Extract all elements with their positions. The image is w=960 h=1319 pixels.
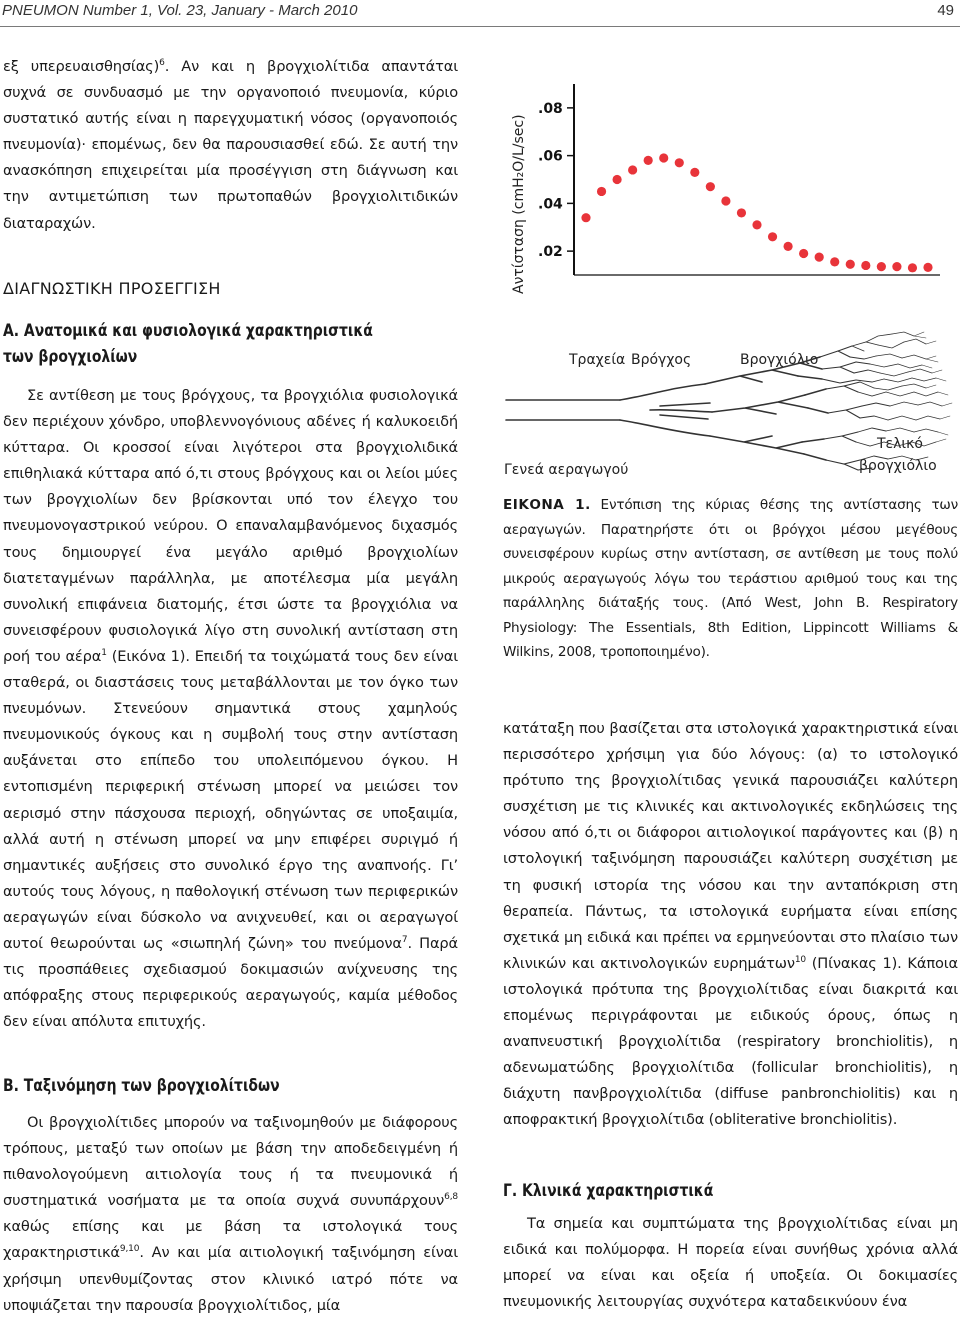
y-tick-label: .08 bbox=[538, 100, 563, 117]
right-main-paragraph: κατάταξη που βασίζεται στα ιστολογικά χαρακτηριστικά είναι περισσότερο χρήσιμη για δύο λόγους: (α) το ιστολογικό πρότυπο της βρογχιολίτιδας γενικά παρουσιάζει καλύτερη συσχέτιση με τις κλινικές και ακτινολογικές εκδηλώσεις της νόσου από ό,τι οι διάφοροι αιτιολογικοί παράγοντες και (β) η ιστολογική ταξινόμηση παρουσιάζει καλύτερη συσχέτιση με τη φυσική ιστορία της νόσου και την ανταπόκριση στη θεραπεία. Πάντως, τα ιστολογικά ευρήματα είναι επίσης σχετικά μη ειδικά και πρέπει να ερμηνεύονται στο πλαίσιο των κλινικών και ακτινολογικών ευρημάτων$^{10}$ (Πίνακας 1). Κάποια ιστολογικά πρότυπα της βρογχιολίτιδας είναι διακριτά και επομένως περιγράφονται με ειδικούς όρους, όπως η αναπνευστική βρογχιολίτιδα (respiratory bronchiolitis), η αδενωματώδης βρογχιολίτιδα (follicular bronchiolitis), η διάχυτη πανβρογχιολίτιδα (diffuse panbronchiolitis) και η αποφρακτική βρογχιολίτιδα (obliterative bronchiolitis). bbox=[503, 720, 958, 1129]
data-point bbox=[597, 187, 606, 196]
data-point bbox=[721, 196, 730, 205]
data-point bbox=[581, 213, 590, 222]
data-point bbox=[737, 208, 746, 217]
data-point bbox=[846, 260, 855, 269]
figure-1 bbox=[500, 70, 958, 480]
y-tick-label: .04 bbox=[538, 196, 563, 213]
data-point bbox=[675, 158, 684, 167]
data-point bbox=[892, 262, 901, 271]
left-classification-paragraph: Οι βρογχιολίτιδες μπορούν να ταξινομηθούν με διάφορους τρόπους, μεταξύ των οποίων με βάση την αποδεδειγμένη ή πιθανολογούμενη αιτιολογία τους ή τα πνευμονικά ή συστηματικά νοσήματα με τα οποία συχνά συνυπάρχουν$^{6,8}$ καθώς επίσης και με βάση τα ιστολογικά τους χαρακτηριστικά$^{9,10}$. Αν και μία αιτιολογική ταξινόμηση είναι χρήσιμη υπενθυμίζοντας στον κλινικό ιατρό πότε να υποψιάζεται την παρουσία βρογχιολίτιδος, μία bbox=[3, 1114, 458, 1314]
subheading-b: Β. Ταξινόμηση των βρογχιολίτιδων bbox=[3, 1076, 280, 1096]
label-terminal-bronchiole-1: Τελικό bbox=[877, 436, 923, 452]
right-clinical-paragraph: Τα σημεία και συμπτώματα της βρογχιολίτιδας είναι μη ειδικά και πολύμορφα. Η πορεία είναι συνήθως χρόνια αλλά μπορεί να είναι και οξεία ή υποξεία. Οι δοκιμασίες πνευμονικής λειτουργίας συχνότερα καταδεικνύουν ένα bbox=[503, 1215, 958, 1311]
data-point bbox=[923, 263, 932, 272]
section-title: ΔΙΑΓΝΩΣΤΙΚΗ ΠΡΟΣΕΓΓΙΣΗ bbox=[3, 279, 221, 298]
label-terminal-bronchiole-2: βρογχιόλιο bbox=[859, 458, 937, 474]
data-points bbox=[581, 153, 932, 272]
data-point bbox=[783, 242, 792, 251]
y-axis-label: Αντίσταση (cmH₂O/L/sec) bbox=[511, 114, 527, 294]
subheading-a: Α. Ανατομικά και φυσιολογικά χαρακτηριστικά των βρογχιολίων bbox=[3, 321, 373, 367]
data-point bbox=[612, 175, 621, 184]
data-point bbox=[706, 182, 715, 191]
data-point bbox=[644, 156, 653, 165]
data-point bbox=[877, 262, 886, 271]
y-tick-label: .06 bbox=[538, 148, 563, 165]
page-header bbox=[0, 0, 960, 22]
journal-title: PNEUMON Number 1, Vol. 23, January - March 2010 bbox=[2, 2, 358, 19]
data-point bbox=[815, 252, 824, 261]
data-point bbox=[752, 220, 761, 229]
y-tick-label: .02 bbox=[538, 244, 563, 261]
data-point bbox=[628, 165, 637, 174]
caption-label: ΕΙΚΟΝΑ 1. bbox=[503, 497, 591, 513]
label-bronchiole: Βρογχιόλιο bbox=[740, 352, 819, 368]
data-point bbox=[830, 257, 839, 266]
left-main-paragraph: Σε αντίθεση με τους βρόγχους, τα βρογχιόλια φυσιολογικά δεν περιέχουν χόνδρο, υποβλεννογόνιους αδένες ή καλυκοειδή κύτταρα. Οι κροσσοί είναι λιγότεροι στα βρογχιολιδικά επιθηλιακά κύτταρα από ό,τι στους βρόγχους και οι λείοι μύες των βρογχιολίων δεν βρίσκονται υπό τον έλεγχο του πνευμονογαστρικού νεύρου. Ο επαναλαμβανόμενος διχασμός τους δημιουργεί ένα μεγάλο αριθμό βρογχιολίων διατεταγμένων παράλληλα, με αποτέλεσμα μία μεγάλη συνολική επιφάνεια διατομής, έτσι ώστε τα βρογχιόλια να συνεισφέρουν φυσιολογικά λίγο στη συνολική αντίσταση στη ροή του αέρα$^1$ (Εικόνα 1). Επειδή τα τοιχώματά τους δεν είναι σταθερά, οι διαστάσεις τους μεταβάλλονται με τον όγκο των πνευμόνων. Στενεύουν σημαντικά στους χαμηλούς πνευμονικούς όγκους και η συμβολή τους στην αντίσταση αυξάνεται στο επίπεδο του υπολειπόμενου όγκου. Η εντοπισμένη περιφερική στένωση μπορεί να μειώσει τον αερισμό στην πάσχουσα περιοχή, οδηγώντας σε υποξαιμία, αλλά αυτή η στένωση μπορεί να μην επιφέρει συριγμό ή σημαντικές αυξήσεις στο συνολικό έργο της αναπνοής. Γι’ αυτούς τους λόγους, η παθολογική στένωση των περιφερικών αεραγωγών είναι δύσκολο να ανιχνευθεί, και οι αεραγωγοί αυτοί θεωρούνται ως «σιωπηλή ζώνη» του πνεύμονα$^7$. Παρά τις προσπάθειες σχεδιασμού δοκιμασιών ανίχνευσης της απόφραξης στους περιφερικούς αεραγωγούς, καμία μέθοδος δεν είναι απόλυτα επιτυχής. bbox=[3, 387, 458, 1031]
data-point bbox=[690, 168, 699, 177]
data-point bbox=[659, 153, 668, 162]
data-point bbox=[908, 263, 917, 272]
subheading-c: Γ. Κλινικά χαρακτηριστικά bbox=[503, 1181, 714, 1201]
left-intro-paragraph: εξ υπερευαισθησίας)$^6$. Αν και η βρογχιολίτιδα απαντάται συχνά σε συνδυασμό με την οργανοποιό πνευμονία, κύριο συστατικό αυτής είναι η παρεγχυματική νόσος (οργανοποιός πνευμονία)· επομένως, δεν θα παρουσιασθεί εδώ. Σε αυτή την ανασκόπηση επιχειρείται μία προσέγγιση στη διάγνωση και την αντιμετώπιση των πρωτοπαθών βρογχιολιτιδικών διαταραχών. bbox=[3, 58, 458, 232]
header-rule bbox=[0, 26, 960, 27]
label-airway-generation: Γενεά αεραγωγού bbox=[504, 462, 629, 478]
data-point bbox=[861, 261, 870, 270]
y-ticks bbox=[538, 101, 574, 260]
data-point bbox=[768, 232, 777, 241]
figure-caption bbox=[503, 493, 958, 665]
page-number: 49 bbox=[937, 2, 954, 19]
label-trachea: Τραχεία bbox=[569, 352, 626, 368]
label-bronchus: Βρόγχος bbox=[631, 352, 692, 368]
data-point bbox=[799, 249, 808, 258]
caption-text: Εντόπιση της κύριας θέσης της αντίστασης των αεραγωγών. Παρατηρήστε ότι οι βρόγχοι μέσου μεγέθους συνεισφέρουν κυρίως στην αντίσταση, σε αντίθεση με τους πολύ μικρούς αεραγωγούς λόγω του τεράστιου αριθμού τους και της παράλληλης διάταξής τους. (Από West, John B. Respiratory Physiology: The Essentials, 8th Edition, Lippincott Williams & Wilkins, 2008, τροποποιημένο). bbox=[503, 497, 959, 660]
